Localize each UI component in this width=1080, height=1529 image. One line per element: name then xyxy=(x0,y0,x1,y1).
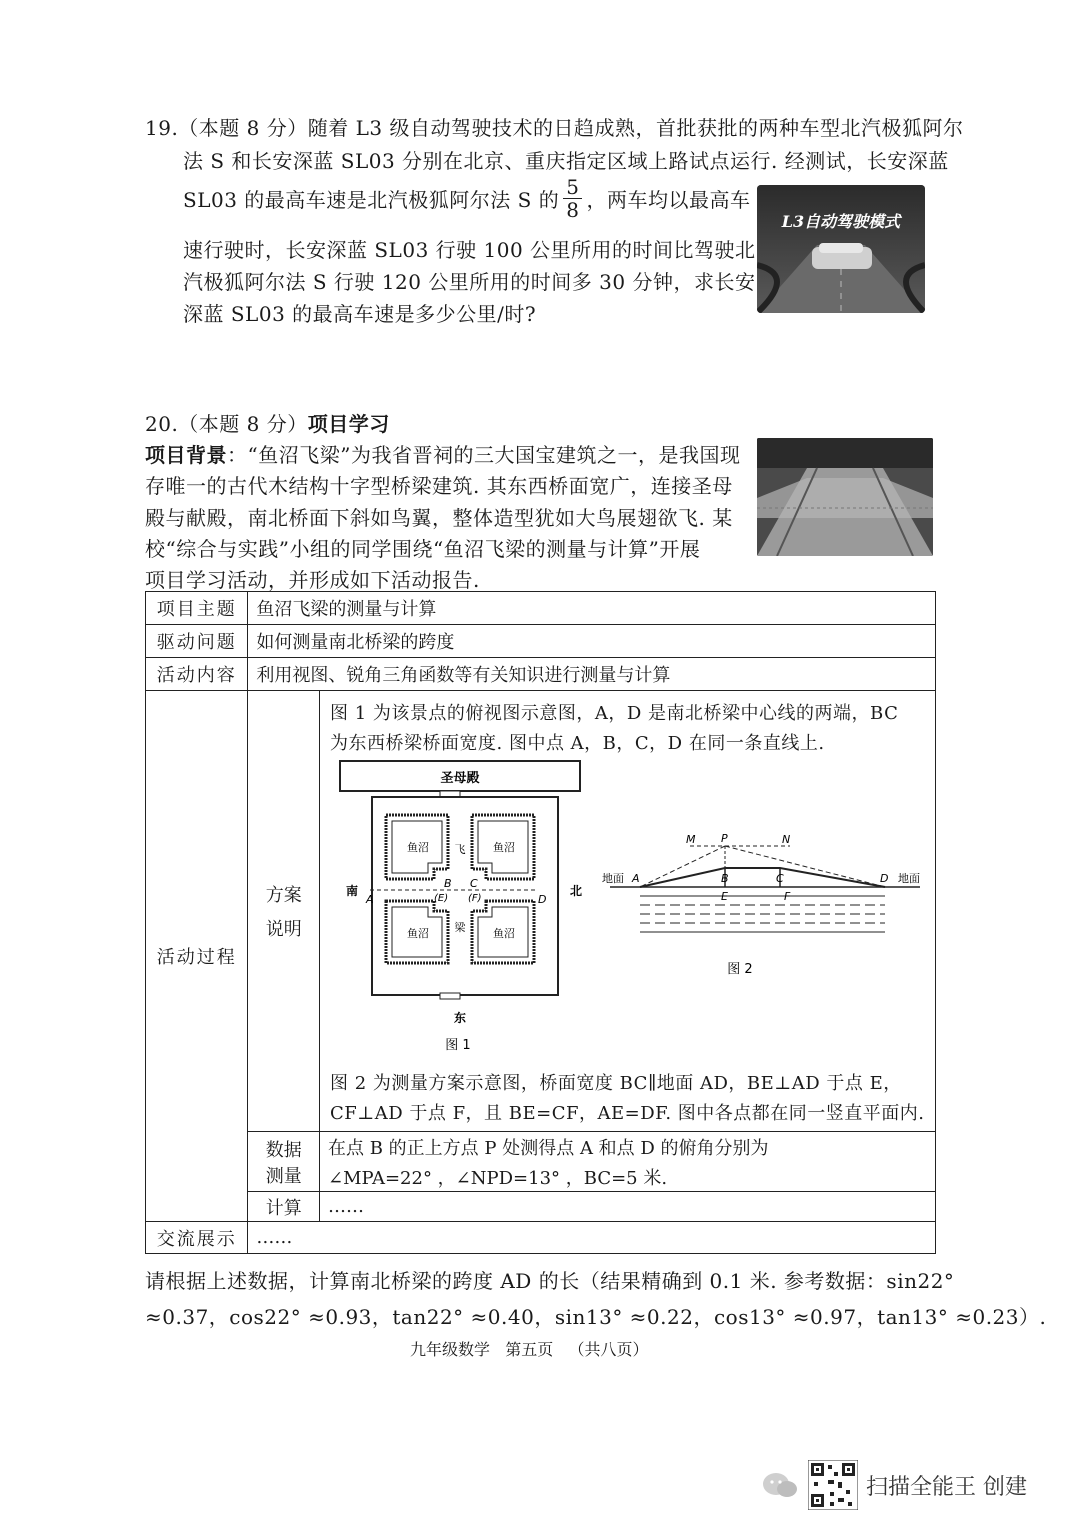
plan-label xyxy=(248,691,320,1132)
fig1-south-label: 南 xyxy=(346,884,359,898)
watermark-text: 扫描全能王 创建 xyxy=(866,1474,1027,1500)
fig1-pond-nw-label: 鱼沼 xyxy=(407,841,429,854)
plan-text-4: CF⊥AD 于点 F，且 BE=CF，AE=DF. 图中各点都在同一竖直平面内. xyxy=(330,1103,925,1124)
data-text-1: 在点 B 的正上方点 P 处测得点 A 和点 D 的俯角分别为 xyxy=(328,1137,769,1159)
bridge-photo xyxy=(757,438,933,556)
fig2-ground-right: 地面 xyxy=(898,872,920,885)
data-label-1: 数据 xyxy=(265,1139,302,1161)
table-row-plan xyxy=(146,691,936,1132)
report-table xyxy=(145,591,936,1254)
fig1-point-e: (E) xyxy=(434,893,449,904)
fraction-denominator: 8 xyxy=(566,198,580,222)
data-text-2: ∠MPA=22° ，∠NPD=13° ，BC=5 米. xyxy=(328,1167,668,1189)
qr-code-icon xyxy=(808,1460,858,1510)
process-label: 活动过程 xyxy=(146,691,248,1222)
q20-bg-label: 项目背景 xyxy=(145,443,227,467)
page-footer: 九年级数学 第五页 （共八页） xyxy=(410,1340,649,1359)
data-label-2: 测量 xyxy=(265,1165,302,1187)
fig1-point-b: B xyxy=(444,877,452,890)
content-label: 活动内容 xyxy=(146,658,248,691)
q19-line-3 xyxy=(183,176,750,221)
q19-line-4: 速行驶时，长安深蓝 SL03 行驶 100 公里所用的时间比驾驶北 xyxy=(183,238,756,262)
photo-caption: L3自动驾驶模式 xyxy=(781,212,901,231)
question-value: 如何测量南北桥梁的跨度 xyxy=(248,625,936,658)
after-line-1: 请根据上述数据，计算南北桥梁的跨度 AD 的长（结果精确到 0.1 米. 参考数据：sin22° xyxy=(145,1269,955,1293)
q20-bg-line-4: 校“综合与实践”小组的同学围绕“鱼沼飞梁的测量与计算”开展 xyxy=(145,537,701,561)
q20-bg-line-5: 项目学习活动，并形成如下活动报告. xyxy=(145,568,480,592)
fig2-bridge-deck xyxy=(640,868,885,887)
fig1-pond-ne-label: 鱼沼 xyxy=(493,841,515,854)
question-label: 驱动问题 xyxy=(146,625,248,658)
fig1-point-f: (F) xyxy=(468,893,482,904)
topic-value: 鱼沼飞梁的测量与计算 xyxy=(248,592,936,625)
fig1-caption: 图 1 xyxy=(445,1038,471,1053)
figure-1 xyxy=(330,757,600,1057)
car-photo xyxy=(757,185,925,313)
fig1-liang-label: 梁 xyxy=(454,921,466,934)
fig1-pond-sw-label: 鱼沼 xyxy=(407,927,429,940)
table-row-calc xyxy=(146,1192,936,1222)
plan-text-1: 图 1 为该景点的俯视图示意图，A，D 是南北桥梁中心线的两端，BC xyxy=(330,703,899,724)
q20-title-prefix: 20.（本题 8 分） xyxy=(145,412,308,436)
data-content xyxy=(320,1132,936,1192)
fig1-hall-label: 圣母殿 xyxy=(440,771,480,786)
fig1-point-a: A xyxy=(366,893,374,906)
content-value: 利用视图、锐角三角函数等有关知识进行测量与计算 xyxy=(248,658,936,691)
fig2-point-f: F xyxy=(784,890,791,903)
q19-line-6: 深蓝 SL03 的最高车速是多少公里/时? xyxy=(183,302,537,326)
fig1-north-label: 北 xyxy=(570,884,583,898)
q19-line-3b: ，两车均以最高车 xyxy=(586,188,751,212)
q19-line-3a: SL03 的最高车速是北汽极狐阿尔法 S 的 xyxy=(183,188,560,212)
q20-bg-line-3: 殿与献殿，南北桥面下斜如鸟翼，整体造型犹如大鸟展翅欲飞. 某 xyxy=(145,506,733,530)
fig2-point-c: C xyxy=(776,872,784,885)
fraction-numerator: 5 xyxy=(563,176,582,199)
plan-label-1: 方案 xyxy=(265,885,302,906)
figure-2 xyxy=(600,831,930,991)
fig2-point-b: B xyxy=(721,872,729,885)
q20-bg-line-1 xyxy=(145,439,740,468)
table-row-topic xyxy=(146,592,936,625)
fig1-fei-label: 飞 xyxy=(454,843,466,856)
table-row-display xyxy=(146,1222,936,1254)
plan-content xyxy=(320,691,936,1132)
q20-bg-line-1-text: ：“鱼沼飞梁”为我省晋祠的三大国宝建筑之一，是我国现 xyxy=(227,443,741,467)
fig2-point-d: D xyxy=(880,872,889,885)
fig2-point-p: P xyxy=(721,832,728,845)
q20-title xyxy=(145,408,390,437)
display-value: …… xyxy=(248,1222,936,1254)
q19-line-1: 19.（本题 8 分）随着 L3 级自动驾驶技术的日趋成熟，首批获批的两种车型北汽极狐阿尔 xyxy=(145,116,964,140)
fig2-point-a: A xyxy=(632,872,640,885)
bridge-photo-image xyxy=(757,438,933,556)
fig1-point-c: C xyxy=(470,877,478,890)
fig1-point-d: D xyxy=(538,893,547,906)
data-label xyxy=(248,1132,320,1192)
fig2-point-n: N xyxy=(782,833,791,846)
fig1-pond-se-label: 鱼沼 xyxy=(493,927,515,940)
calc-label: 计算 xyxy=(248,1192,320,1222)
q20-title-bold: 项目学习 xyxy=(307,412,390,436)
table-row-content xyxy=(146,658,936,691)
table-row-question xyxy=(146,625,936,658)
calc-value: …… xyxy=(320,1192,936,1222)
wechat-icon xyxy=(760,1470,800,1500)
scanner-watermark xyxy=(760,1460,1027,1510)
display-label: 交流展示 xyxy=(146,1222,248,1254)
table-row-data xyxy=(146,1132,936,1192)
after-line-2: ≈0.37，cos22° ≈0.93，tan22° ≈0.40，sin13° ≈0.22，cos13° ≈0.97，tan13° ≈0.23）. xyxy=(145,1305,1047,1329)
plan-text-2: 为东西桥梁桥面宽度. 图中点 A，B，C，D 在同一条直线上. xyxy=(330,733,825,754)
fig2-point-m: M xyxy=(686,833,696,846)
q19-line-2: 法 S 和长安深蓝 SL03 分别在北京、重庆指定区域上路试点运行. 经测试，长安深蓝 xyxy=(183,149,949,173)
fig2-sightline-d xyxy=(725,846,885,887)
plan-label-2: 说明 xyxy=(265,919,302,940)
topic-label: 项目主题 xyxy=(146,592,248,625)
fraction-five-eighths xyxy=(563,176,582,221)
q19-line-5: 汽极狐阿尔法 S 行驶 120 公里所用的时间多 30 分钟，求长安 xyxy=(183,270,756,294)
car-photo-image xyxy=(757,185,925,313)
fig1-east-label: 东 xyxy=(453,1011,467,1025)
fig2-ground-left: 地面 xyxy=(602,872,624,885)
fig2-caption: 图 2 xyxy=(727,962,753,977)
plan-text-3: 图 2 为测量方案示意图，桥面宽度 BC∥地面 AD，BE⊥AD 于点 E， xyxy=(330,1073,902,1094)
fig2-sightline-a xyxy=(640,846,725,887)
fig2-point-e: E xyxy=(721,890,728,903)
q20-bg-line-2: 存唯一的古代木结构十字型桥梁建筑. 其东西桥面宽广，连接圣母 xyxy=(145,474,733,498)
